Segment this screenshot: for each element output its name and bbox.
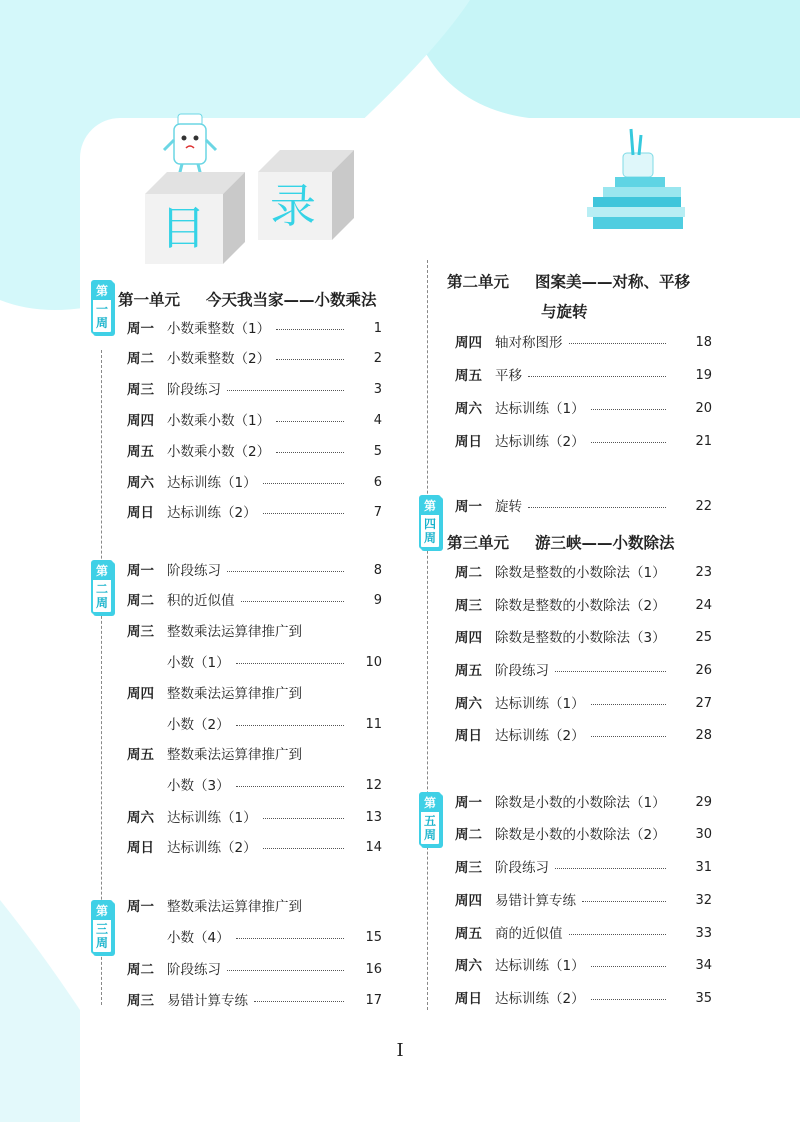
toc-title: 达标训练（2） (167, 505, 257, 521)
week-tab-2-bottom: 二周 (95, 582, 108, 610)
toc-page-number: 11 (365, 717, 382, 732)
dot-leader (236, 938, 344, 939)
toc-day: 周五 (455, 368, 482, 384)
toc-title: 达标训练（1） (495, 401, 585, 417)
toc-entry[interactable] (455, 433, 712, 451)
toc-title: 整数乘法运算律推广到 (167, 686, 302, 702)
center-divider (427, 260, 428, 1010)
toc-entry[interactable] (455, 662, 712, 680)
toc-entry[interactable] (455, 826, 712, 844)
toc-page-number: 19 (695, 368, 712, 383)
week-tab-3-bottom: 三周 (95, 922, 108, 950)
toc-title-cont: 小数（2） (167, 717, 230, 733)
dot-leader (591, 442, 666, 443)
dot-leader (591, 999, 666, 1000)
toc-entry[interactable] (127, 320, 382, 338)
toc-entry[interactable] (127, 961, 382, 979)
toc-page-number: 20 (695, 401, 712, 416)
toc-page-number: 1 (373, 321, 382, 336)
dot-leader (276, 329, 344, 330)
toc-entry[interactable] (455, 367, 712, 385)
toc-entry[interactable] (127, 504, 382, 522)
toc-day: 周日 (455, 728, 482, 744)
toc-title: 阶段练习 (167, 382, 221, 398)
toc-day: 周四 (455, 335, 482, 351)
toc-page-number: 22 (695, 499, 712, 514)
dot-leader (276, 452, 344, 453)
dot-leader (227, 970, 344, 971)
toc-page-number: 31 (695, 860, 712, 875)
toc-entry[interactable] (455, 957, 712, 975)
week-tab-5-bottom: 五周 (423, 814, 436, 842)
toc-day: 周四 (127, 413, 154, 429)
toc-title: 达标训练（1） (167, 810, 257, 826)
unit2-title-line2: 与旋转 (541, 303, 588, 321)
week-tab-3[interactable] (91, 900, 113, 954)
toc-page-number: 29 (695, 795, 712, 810)
week-tab-3-top: 第 (93, 902, 111, 920)
toc-entry[interactable] (455, 925, 712, 943)
toc-title: 商的近似值 (495, 926, 563, 942)
toc-title: 易错计算专练 (167, 993, 248, 1009)
toc-title: 除数是小数的小数除法（2） (495, 827, 666, 843)
toc-page-number: 23 (695, 565, 712, 580)
toc-day: 周四 (455, 630, 482, 646)
toc-day: 周一 (455, 499, 482, 515)
toc-title: 积的近似值 (167, 593, 235, 609)
toc-title-cont: 小数（3） (167, 778, 230, 794)
dot-leader (555, 868, 666, 869)
toc-entry-continuation[interactable] (167, 716, 382, 734)
toc-title-cont: 小数（4） (167, 930, 230, 946)
toc-day: 周二 (455, 565, 482, 581)
dot-leader (591, 736, 666, 737)
toc-page-number: 4 (373, 413, 382, 428)
toc-day: 周三 (127, 382, 154, 398)
toc-title-cont: 小数（1） (167, 655, 230, 671)
dot-leader (236, 725, 344, 726)
dot-leader (263, 483, 344, 484)
toc-day: 周四 (127, 686, 154, 702)
toc-day: 周二 (127, 962, 154, 978)
toc-title: 小数乘整数（2） (167, 351, 271, 367)
toc-entry[interactable] (127, 412, 382, 430)
dot-leader (263, 818, 344, 819)
toc-day: 周六 (127, 475, 154, 491)
week-tab-2-top: 第 (93, 562, 111, 580)
toc-entry-continuation[interactable] (167, 777, 382, 795)
toc-title: 阶段练习 (495, 663, 549, 679)
toc-entry[interactable] (455, 597, 712, 615)
toc-day: 周六 (455, 958, 482, 974)
dot-leader (241, 601, 345, 602)
toc-page-number: 12 (365, 778, 382, 793)
toc-page-number: 3 (373, 382, 382, 397)
dot-leader (263, 513, 344, 514)
toc-day: 周二 (455, 827, 482, 843)
toc-entry[interactable] (127, 992, 382, 1010)
week-tab-4-bottom: 四周 (423, 517, 436, 545)
toc-entry[interactable] (455, 629, 712, 647)
toc-page-number: 5 (373, 444, 382, 459)
dot-leader (254, 1001, 344, 1002)
toc-entry[interactable] (127, 839, 382, 857)
toc-title: 整数乘法运算律推广到 (167, 624, 302, 640)
toc-title: 阶段练习 (167, 962, 221, 978)
toc-page-number: 7 (373, 505, 382, 520)
week-tab-5-top: 第 (421, 794, 439, 812)
dot-leader (276, 359, 344, 360)
toc-title: 易错计算专练 (495, 893, 576, 909)
toc-title: 轴对称图形 (495, 335, 563, 351)
dot-leader (263, 848, 344, 849)
unit3-heading (447, 531, 675, 553)
toc-page-number: 16 (365, 962, 382, 977)
dot-leader (236, 786, 344, 787)
dot-leader (555, 671, 666, 672)
week-tab-4-top: 第 (421, 497, 439, 515)
toc-entry[interactable] (455, 859, 712, 877)
toc-entry[interactable] (455, 727, 712, 745)
toc-day: 周五 (455, 663, 482, 679)
toc-day: 周三 (127, 624, 154, 640)
toc-entry[interactable] (127, 809, 382, 827)
dot-leader (569, 934, 667, 935)
dot-leader (227, 571, 344, 572)
toc-entry[interactable] (127, 592, 382, 610)
toc-entry[interactable] (127, 623, 302, 641)
unit1-title: 今天我当家——小数乘法 (206, 291, 377, 309)
title-char-mu: 目 (160, 201, 206, 255)
dot-leader (276, 421, 344, 422)
toc-entry[interactable] (455, 695, 712, 713)
dot-leader (591, 704, 666, 705)
unit1-label: 第一单元 (118, 291, 181, 309)
toc-title: 阶段练习 (495, 860, 549, 876)
toc-day: 周六 (127, 810, 154, 826)
toc-title: 达标训练（2） (495, 728, 585, 744)
toc-entry[interactable] (455, 892, 712, 910)
toc-title: 小数乘小数（1） (167, 413, 271, 429)
toc-title: 整数乘法运算律推广到 (167, 747, 302, 763)
dot-leader (227, 390, 344, 391)
toc-page-number: 33 (695, 926, 712, 941)
toc-entry[interactable] (455, 400, 712, 418)
toc-day: 周六 (455, 696, 482, 712)
toc-day: 周六 (455, 401, 482, 417)
toc-title: 达标训练（2） (495, 991, 585, 1007)
toc-day: 周二 (127, 351, 154, 367)
toc-entry[interactable] (127, 350, 382, 368)
unit3-label: 第三单元 (447, 534, 510, 552)
week-tab-5[interactable] (419, 792, 441, 846)
toc-page-number: 28 (695, 728, 712, 743)
toc-day: 周日 (455, 991, 482, 1007)
toc-page-number: 26 (695, 663, 712, 678)
book-stack-icon (585, 125, 695, 240)
toc-entry[interactable] (127, 381, 382, 399)
title-char-lu: 录 (270, 179, 316, 233)
toc-page-number: 21 (695, 434, 712, 449)
toc-title: 达标训练（1） (167, 475, 257, 491)
dot-leader (591, 409, 666, 410)
toc-entry[interactable] (455, 334, 712, 352)
toc-page-number: 18 (695, 335, 712, 350)
toc-page-number: 10 (365, 655, 382, 670)
toc-day: 周日 (127, 505, 154, 521)
toc-title: 达标训练（1） (495, 696, 585, 712)
toc-title: 阶段练习 (167, 563, 221, 579)
toc-page-number: 24 (695, 598, 712, 613)
unit2-title-line1: 图案美——对称、平移 (535, 273, 691, 291)
toc-day: 周一 (455, 795, 482, 811)
toc-entry-continuation[interactable] (167, 654, 382, 672)
toc-page-number: 32 (695, 893, 712, 908)
toc-page-number: 13 (365, 810, 382, 825)
toc-title: 除数是整数的小数除法（3） (495, 630, 666, 646)
toc-title: 平移 (495, 368, 522, 384)
toc-day: 周五 (455, 926, 482, 942)
toc-page-number: 2 (373, 351, 382, 366)
toc-entry[interactable] (455, 990, 712, 1008)
toc-day: 周一 (127, 899, 154, 915)
dot-leader (528, 376, 666, 377)
toc-page-number: 30 (695, 827, 712, 842)
toc-title: 达标训练（1） (495, 958, 585, 974)
toc-entry-continuation[interactable] (167, 929, 382, 947)
toc-page-number: 34 (695, 958, 712, 973)
toc-page-number: 6 (373, 475, 382, 490)
toc-day: 周五 (127, 747, 154, 763)
toc-entry[interactable] (455, 498, 712, 516)
toc-entry[interactable] (127, 443, 382, 461)
week-tab-1[interactable] (91, 280, 113, 334)
toc-day: 周日 (455, 434, 482, 450)
toc-page-number: 35 (695, 991, 712, 1006)
toc-page-number: 25 (695, 630, 712, 645)
toc-day: 周四 (455, 893, 482, 909)
page-number: I (396, 1040, 404, 1061)
toc-entry[interactable] (127, 898, 302, 916)
toc-title: 达标训练（2） (167, 840, 257, 856)
toc-title: 除数是小数的小数除法（1） (495, 795, 666, 811)
toc-title: 达标训练（2） (495, 434, 585, 450)
toc-day: 周一 (127, 321, 154, 337)
week-tab-1-top: 第 (93, 282, 111, 300)
unit1-heading (118, 288, 377, 310)
dot-leader (591, 966, 666, 967)
toc-page-number: 9 (373, 593, 382, 608)
toc-title: 除数是整数的小数除法（1） (495, 565, 666, 581)
toc-page-number: 15 (365, 930, 382, 945)
dot-leader (582, 901, 666, 902)
toc-title: 小数乘整数（1） (167, 321, 271, 337)
toc-day: 周二 (127, 593, 154, 609)
week-tab-4[interactable] (419, 495, 441, 549)
dot-leader (236, 663, 344, 664)
unit2-label: 第二单元 (447, 273, 510, 291)
toc-entry[interactable] (127, 685, 302, 703)
toc-day: 周三 (455, 860, 482, 876)
toc-page-number: 27 (695, 696, 712, 711)
toc-day: 周三 (127, 993, 154, 1009)
unit3-title: 游三峡——小数除法 (535, 534, 675, 552)
toc-day: 周一 (127, 563, 154, 579)
toc-entry[interactable] (127, 562, 382, 580)
dot-leader (528, 507, 666, 508)
toc-title: 整数乘法运算律推广到 (167, 899, 302, 915)
toc-title: 小数乘小数（2） (167, 444, 271, 460)
toc-entry[interactable] (455, 794, 712, 812)
week-tab-2[interactable] (91, 560, 113, 614)
toc-title: 除数是整数的小数除法（2） (495, 598, 666, 614)
unit2-heading (447, 270, 690, 292)
toc-title: 旋转 (495, 499, 522, 515)
toc-day: 周日 (127, 840, 154, 856)
toc-page-number: 8 (373, 563, 382, 578)
dot-leader (569, 343, 667, 344)
toc-day: 周五 (127, 444, 154, 460)
toc-page-number: 14 (365, 840, 382, 855)
week-tab-1-bottom: 一周 (95, 302, 108, 330)
toc-entry[interactable] (455, 564, 712, 582)
toc-day: 周三 (455, 598, 482, 614)
unit2-heading-line2 (541, 300, 588, 322)
toc-page-number: 17 (365, 993, 382, 1008)
toc-entry[interactable] (127, 474, 382, 492)
toc-entry[interactable] (127, 746, 302, 764)
